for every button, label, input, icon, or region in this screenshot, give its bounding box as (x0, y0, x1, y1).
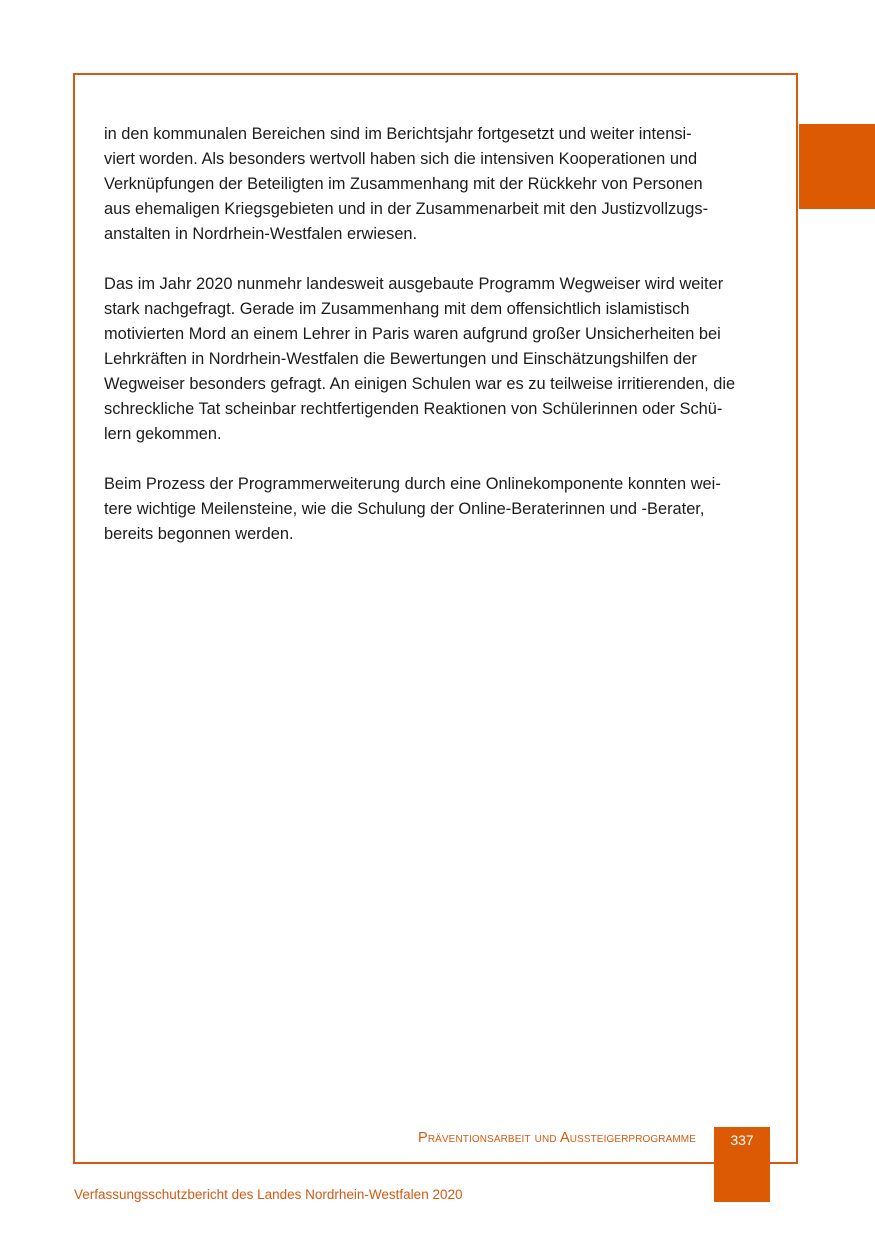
text-line: stark nachgefragt. Gerade im Zusammenhang mit dem offensichtlich islamistisch (104, 300, 690, 318)
text-line: aus ehemaligen Kriegsgebieten und in der Zusammenarbeit mit den Justizvollzugs- (104, 200, 709, 218)
paragraph-1 (104, 122, 769, 247)
paragraph-2 (104, 272, 769, 447)
text-line: motivierten Mord an einem Lehrer in Paris waren aufgrund großer Unsicherheiten bei (104, 325, 721, 343)
footer-publication: Verfassungsschutzbericht des Landes Nordrhein-Westfalen 2020 (74, 1187, 463, 1202)
body-text (104, 122, 769, 572)
section-title: Präventionsarbeit und Aussteigerprogramme (418, 1130, 696, 1146)
text-line: Beim Prozess der Programmerweiterung durch eine Onlinekomponente konnten wei- (104, 475, 721, 493)
page-number: 337 (730, 1132, 754, 1148)
text-line: Das im Jahr 2020 nunmehr landesweit ausgebaute Programm Wegweiser wird weiter (104, 275, 724, 293)
text-line: lern gekommen. (104, 425, 222, 443)
text-line: schreckliche Tat scheinbar rechtfertigenden Reaktionen von Schülerinnen oder Schü- (104, 400, 723, 418)
text-line: Verknüpfungen der Beteiligten im Zusammenhang mit der Rückkehr von Personen (104, 175, 703, 193)
text-line: bereits begonnen werden. (104, 525, 294, 543)
paragraph-3 (104, 472, 769, 547)
chapter-side-tab (799, 124, 875, 209)
page-number-box (714, 1127, 770, 1202)
text-line: viert worden. Als besonders wertvoll haben sich die intensiven Kooperationen und (104, 150, 698, 168)
text-line: Wegweiser besonders gefragt. An einigen Schulen war es zu teilweise irritierenden, die (104, 375, 736, 393)
text-line: in den kommunalen Bereichen sind im Berichtsjahr fortgesetzt und weiter intensi- (104, 125, 692, 143)
text-line: tere wichtige Meilensteine, wie die Schulung der Online-Beraterinnen und -Berater, (104, 500, 705, 518)
text-line: Lehrkräften in Nordrhein-Westfalen die Bewertungen und Einschätzungshilfen der (104, 350, 697, 368)
text-line: anstalten in Nordrhein-Westfalen erwiesen. (104, 225, 418, 243)
